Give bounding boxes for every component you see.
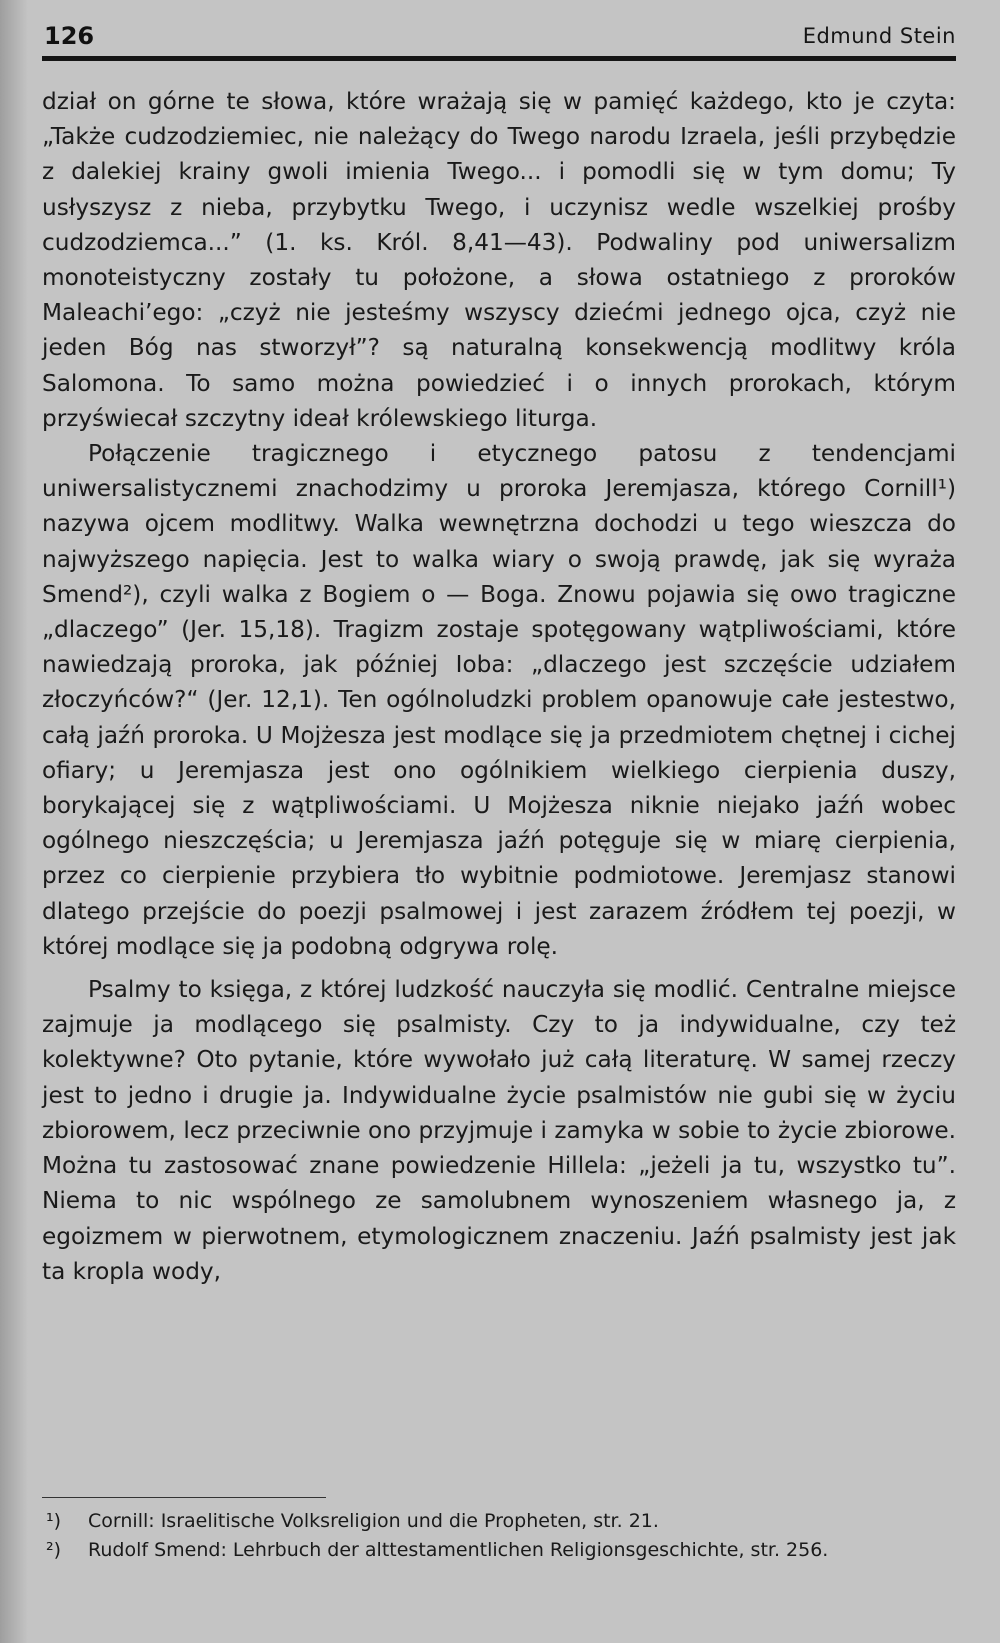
page-number: 126 <box>44 22 95 50</box>
running-head: Edmund Stein <box>802 24 956 48</box>
footnote-marker: ²) <box>46 1539 62 1561</box>
body-text <box>42 84 956 1289</box>
paragraph-continuation: dział on górne te słowa, które wrażają się w pamięć każdego, kto je czyta: „Także cudzodziemiec, nie należący do Twego narodu Izraela, jeśli przybędzie z dalekiej krainy gwoli imienia Twego... i pomodli się w tym domu; Ty usłyszysz z nieba, przybytku Twego, i uczynisz wedle wszelkiej prośby cudzodziemca...” (1. ks. Król. 8,41—43). Podwaliny pod uniwersalizm monoteistyczny zostały tu położone, a słowa ostatniego z proroków Maleachi’ego: „czyż nie jesteśmy wszyscy dziećmi jednego ojca, czyż nie jeden Bóg nas stworzył”? są naturalną konsekwencją modlitwy króla Salomona. To samo można powiedzieć i o innych prorokach, którym przyświecał szczytny ideał królewskiego liturga. <box>42 88 956 432</box>
footnote-text: Rudolf Smend: Lehrbuch der alttestamentlichen Religionsgeschichte, str. 256. <box>88 1539 829 1561</box>
footnotes <box>46 1507 956 1565</box>
footnote-1 <box>46 1507 956 1536</box>
binding-shadow <box>0 0 28 1643</box>
footnote-rule <box>42 1497 326 1498</box>
header-rule <box>42 56 956 61</box>
page-header <box>44 22 956 58</box>
footnote-text: Cornill: Israelitische Volksreligion und die Propheten, str. 21. <box>88 1510 659 1532</box>
paragraph-psalms: Psalmy to księga, z której ludzkość nauczyła się modlić. Centralne miejsce zajmuje ja modlącego się psalmisty. Czy to ja indywidualne, czy też kolektywne? Oto pytanie, które wywołało już całą literaturę. W samej rzeczy jest to jedno i drugie ja. Indywidualne życie psalmistów nie gubi się w życiu zbiorowem, lecz przeciwnie ono przyjmuje i zamyka w sobie to życie zbiorowe. Można tu zastosować znane powiedzenie Hillela: „jeżeli ja tu, wszystko tu”. Niema to nic wspólnego ze samolubnem wynoszeniem własnego ja, z egoizmem w pierwotnem, etymologicznem znaczeniu. Jaźń psalmisty jest jak ta kropla wody, <box>42 976 956 1285</box>
footnote-marker: ¹) <box>46 1510 62 1532</box>
footnote-2 <box>46 1536 956 1565</box>
paragraph-jeremiah: Połączenie tragicznego i etycznego patosu z tendencjami uniwersalistycznemi znachodzimy u proroka Jeremjasza, którego Cornill¹) nazywa ojcem modlitwy. Walka wewnętrzna dochodzi u tego wieszcza do najwyższego napięcia. Jest to walka wiary o swoją prawdę, jak się wyraża Smend²), czyli walka z Bogiem o — Boga. Znowu pojawia się owo tragiczne „dlaczego” (Jer. 15,18). Tragizm zostaje spotęgowany wątpliwościami, które nawiedzają proroka, jak później Ioba: „dlaczego jest szczęście udziałem złoczyńców?“ (Jer. 12,1). Ten ogólnoludzki problem opanowuje całe jestestwo, całą jaźń proroka. U Mojżesza jest modlące się ja przedmiotem chętnej i cichej ofiary; u Jeremjasza jest ono ogólnikiem wielkiego cierpienia duszy, borykającej się z wątpliwościami. U Mojżesza niknie niejako jaźń wobec ogólnego nieszczęścia; u Jeremjasza jaźń potęguje się w miarę cierpienia, przez co cierpienie przybiera tło wybitnie podmiotowe. Jeremjasz stanowi dlatego przejście do poezji psalmowej i jest zarazem źródłem tej poezji, w której modlące się ja podobną odgrywa rolę. <box>42 440 956 960</box>
